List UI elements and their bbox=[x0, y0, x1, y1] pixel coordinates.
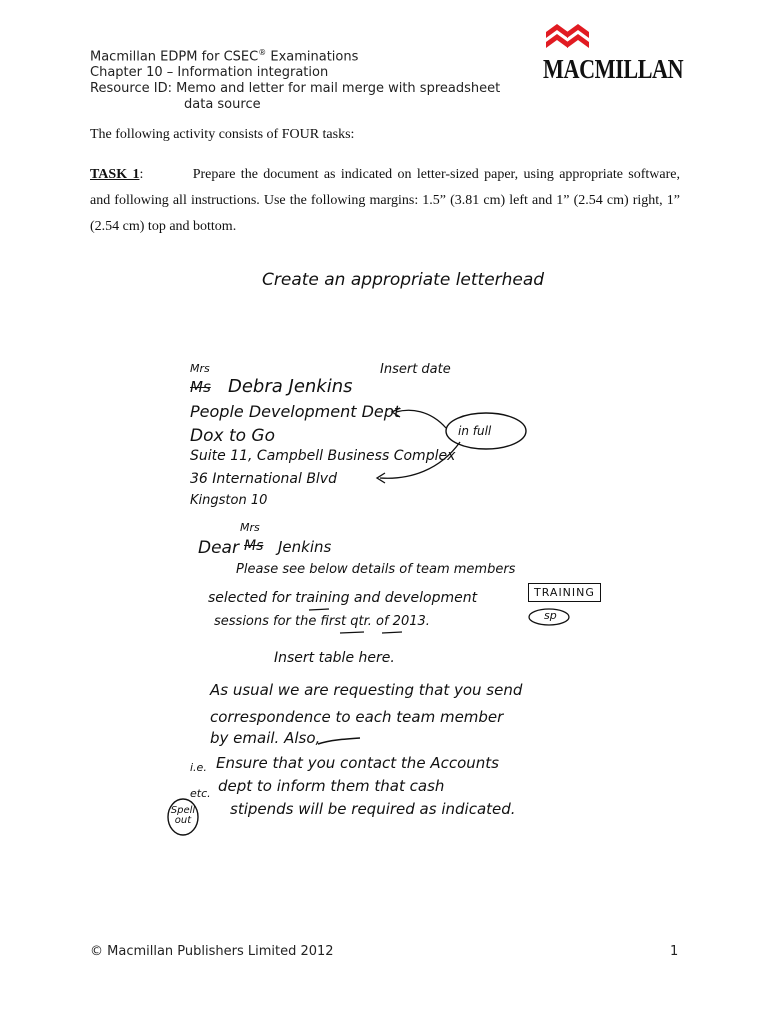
header-line-3: Resource ID: Memo and letter for mail merge with spreadsheet bbox=[90, 81, 501, 97]
para3-line-3: stipends will be required as indicated. bbox=[230, 800, 516, 818]
para2-line-1: As usual we are requesting that you send bbox=[210, 681, 523, 699]
para3-line-1: Ensure that you contact the Accounts bbox=[216, 754, 499, 772]
sp-note: sp bbox=[544, 609, 557, 622]
address-line-4: 36 International Blvd bbox=[190, 471, 337, 487]
spell-out-note: Spell out bbox=[170, 805, 196, 826]
title-struck: Ms bbox=[190, 378, 211, 396]
macmillan-logo bbox=[543, 18, 683, 86]
training-underline bbox=[309, 609, 329, 610]
header-line-4: data source bbox=[184, 97, 261, 113]
document-header bbox=[90, 45, 500, 113]
header-line-1: Macmillan EDPM for CSEC® Examinations bbox=[90, 48, 359, 65]
para1-line-1: Please see below details of team members bbox=[236, 562, 516, 577]
address-line-3: Suite 11, Campbell Business Complex bbox=[190, 448, 456, 464]
footer-copyright: © Macmillan Publishers Limited 2012 bbox=[90, 944, 334, 959]
para2-line-3: by email. Also, bbox=[210, 729, 321, 747]
etc-mark: etc. bbox=[190, 787, 211, 800]
recipient-name: Debra Jenkins bbox=[228, 376, 353, 397]
salutation-word: Dear bbox=[198, 538, 239, 558]
address-line-2: Dox to Go bbox=[190, 426, 275, 446]
footer-page-number: 1 bbox=[670, 944, 679, 959]
letterhead-note: Create an appropriate letterhead bbox=[262, 270, 545, 290]
title-correction: Mrs bbox=[190, 362, 210, 375]
task-label: TASK 1 bbox=[90, 167, 140, 182]
insert-table-note: Insert table here. bbox=[274, 650, 395, 666]
also-line bbox=[318, 738, 360, 744]
macmillan-logo-icon bbox=[543, 18, 603, 54]
para2-line-2: correspondence to each team member bbox=[210, 708, 504, 726]
task-1-paragraph: TASK 1: Prepare the document as indicated on letter-sized paper, using appropriate software, and following all instructions. Use the following margins: 1.5” (3.81 cm) left and 1” (2.54 cm) right, 1” (2.54 cm) top and bottom. bbox=[90, 167, 680, 234]
task-instructions: Prepare the document as indicated on letter-sized paper, using appropriate software, and following all instructions. Use the following margins: 1.5” (3.81 cm) left and 1” (2.54 cm) right, 1” (2.54 cm) top and bottom. bbox=[90, 167, 680, 234]
qtr-underline bbox=[382, 632, 402, 633]
arrow-to-dept bbox=[396, 410, 446, 428]
in-full-note: in full bbox=[458, 424, 492, 438]
first-underline bbox=[340, 632, 364, 633]
arrow-head-blvd bbox=[377, 473, 385, 483]
insert-date-note: Insert date bbox=[380, 362, 451, 377]
salutation-correction: Mrs bbox=[240, 521, 260, 534]
para1-line-3: sessions for the first qtr. of 2013. bbox=[214, 614, 430, 629]
para1-line-2: selected for training and development bbox=[208, 590, 478, 606]
address-line-5: Kingston 10 bbox=[190, 493, 268, 508]
logo-wordmark: MACMILLAN bbox=[543, 54, 684, 84]
ie-mark: i.e. bbox=[190, 761, 207, 774]
salutation-name: Jenkins bbox=[278, 538, 332, 556]
salutation-struck: Ms bbox=[244, 538, 264, 554]
training-box: TRAINING bbox=[528, 583, 601, 602]
para3-line-2: dept to inform them that cash bbox=[218, 777, 445, 795]
header-line-2: Chapter 10 – Information integration bbox=[90, 65, 329, 81]
address-line-1: People Development Dept bbox=[190, 402, 401, 421]
intro-text: The following activity consists of FOUR tasks: bbox=[90, 127, 355, 142]
